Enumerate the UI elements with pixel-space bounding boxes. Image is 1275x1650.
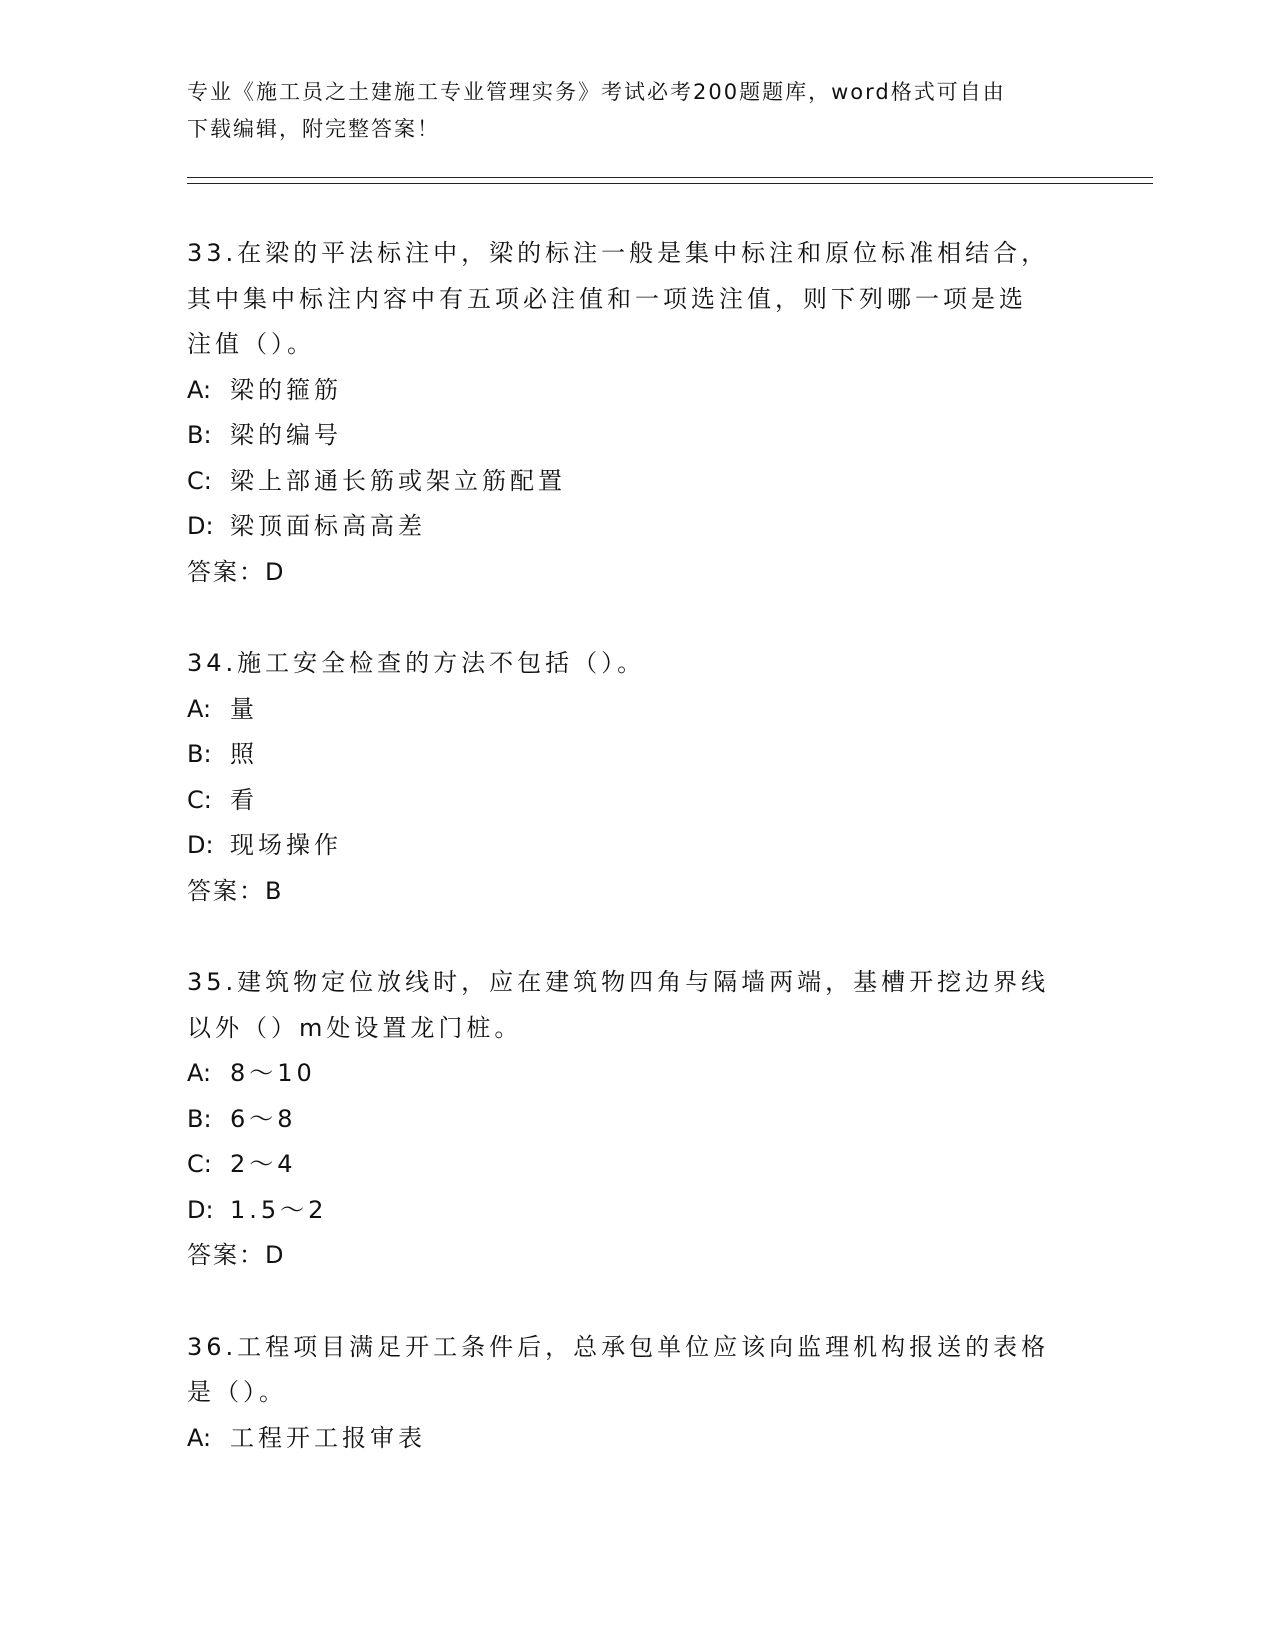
question-stem-line: 注值（）。 <box>187 330 315 358</box>
question-stem-line: 36.工程项目满足开工条件后，总承包单位应该向监理机构报送的表格 <box>187 1332 1050 1361</box>
option-b <box>187 413 1087 459</box>
document-header <box>187 74 1087 148</box>
option-a <box>187 687 1087 733</box>
header-divider-top <box>187 177 1153 178</box>
header-divider-bottom <box>187 183 1153 184</box>
answer-value: B <box>265 876 282 905</box>
option-c <box>187 778 1087 824</box>
option-key: A: <box>187 1059 212 1087</box>
question-stem-line: 其中集中标注内容中有五项必注值和一项选注值，则下列哪一项是选 <box>187 284 1027 313</box>
option-text: 照 <box>230 740 258 768</box>
option-text: 梁上部通长筋或架立筋配置 <box>230 466 566 495</box>
option-text: 梁的编号 <box>230 421 342 449</box>
option-a <box>187 1051 1087 1097</box>
option-key: B: <box>187 421 212 449</box>
option-a <box>187 368 1087 414</box>
option-text: 6～8 <box>230 1104 297 1133</box>
option-a <box>187 1416 1087 1462</box>
answer-line <box>187 869 1087 915</box>
option-key: B: <box>187 740 212 768</box>
option-key: D: <box>187 512 214 540</box>
option-text: 工程开工报审表 <box>230 1423 426 1452</box>
option-text: 梁的箍筋 <box>230 375 342 404</box>
answer-label: 答案： <box>187 876 265 905</box>
answer-line <box>187 1233 1087 1279</box>
option-key: A: <box>187 694 212 723</box>
option-c <box>187 1142 1087 1188</box>
question-36 <box>187 1325 1087 1462</box>
header-line-2: 下载编辑，附完整答案！ <box>187 117 440 141</box>
option-b <box>187 732 1087 778</box>
answer-label: 答案： <box>187 557 265 586</box>
answer-value: D <box>265 557 284 586</box>
option-key: B: <box>187 1104 212 1133</box>
option-text: 梁顶面标高高差 <box>230 512 426 540</box>
option-d <box>187 504 1087 550</box>
answer-label: 答案： <box>187 1241 265 1269</box>
question-stem-line: 33.在梁的平法标注中，梁的标注一般是集中标注和原位标准相结合， <box>187 239 1050 267</box>
option-text: 现场操作 <box>230 831 342 859</box>
option-text: 看 <box>230 785 258 814</box>
question-34 <box>187 641 1087 914</box>
option-d <box>187 1188 1087 1234</box>
option-key: C: <box>187 1150 212 1178</box>
question-35 <box>187 960 1087 1279</box>
option-text: 1.5～2 <box>230 1195 328 1224</box>
answer-value: D <box>265 1241 284 1269</box>
option-text: 8～10 <box>230 1059 316 1087</box>
option-c <box>187 459 1087 505</box>
option-b <box>187 1097 1087 1143</box>
option-key: D: <box>187 831 214 859</box>
option-key: A: <box>187 1423 212 1452</box>
option-text: 2～4 <box>230 1150 297 1178</box>
question-stem-line: 是（）。 <box>187 1378 287 1406</box>
option-key: A: <box>187 375 212 404</box>
question-list <box>187 231 1087 1507</box>
question-stem-line: 34.施工安全检查的方法不包括（）。 <box>187 649 646 677</box>
option-text: 量 <box>230 694 258 723</box>
question-stem-line: 以外（）m处设置龙门桩。 <box>187 1013 523 1042</box>
answer-line <box>187 550 1087 596</box>
option-d <box>187 823 1087 869</box>
header-line-1: 专业《施工员之土建施工专业管理实务》考试必考200题题库，word格式可自由 <box>187 80 1006 104</box>
option-key: C: <box>187 466 212 495</box>
question-stem-line: 35.建筑物定位放线时，应在建筑物四角与隔墙两端，基槽开挖边界线 <box>187 968 1050 996</box>
option-key: D: <box>187 1195 214 1224</box>
question-33 <box>187 231 1087 595</box>
option-key: C: <box>187 785 212 814</box>
